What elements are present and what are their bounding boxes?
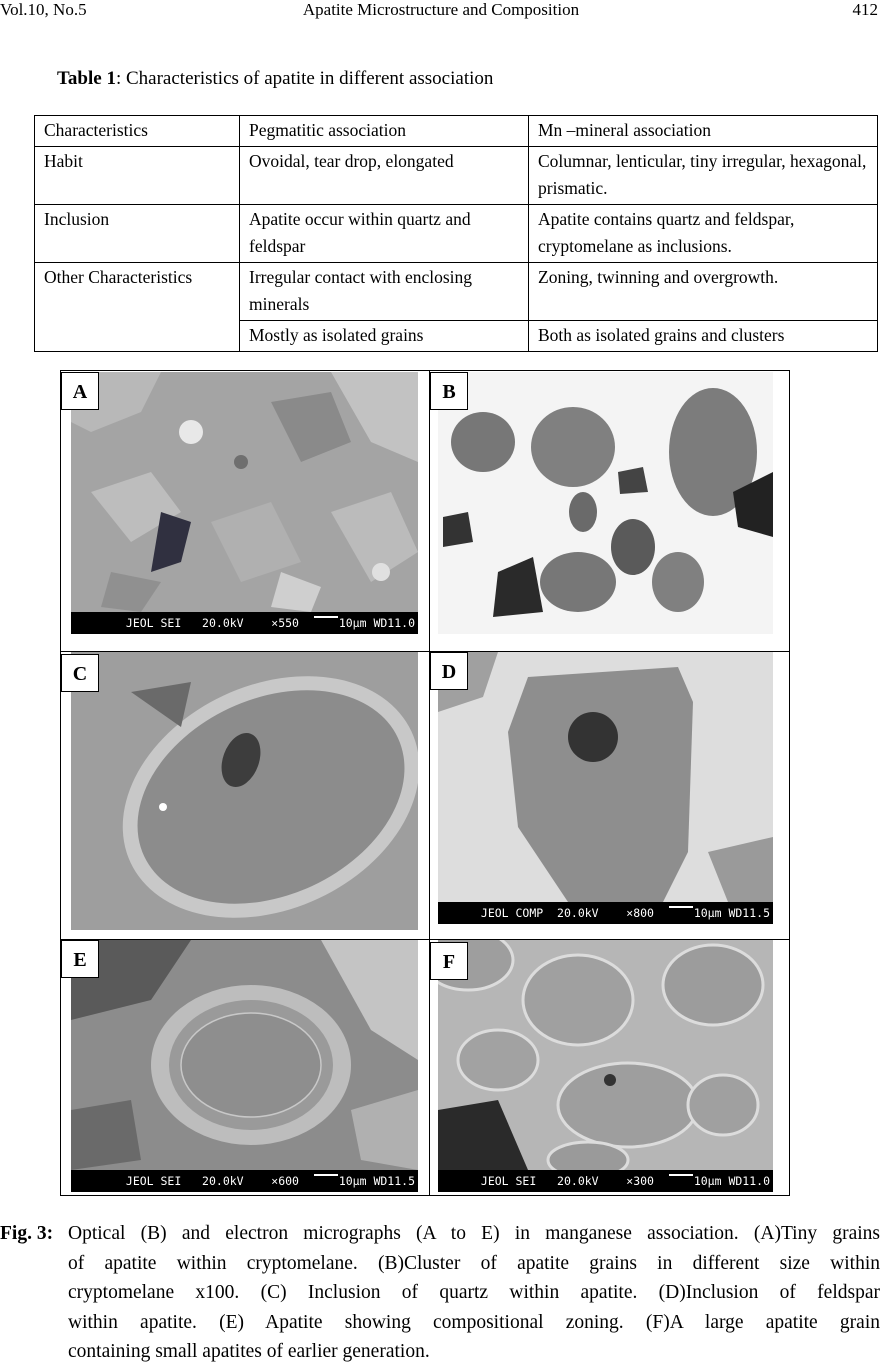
table-cell: Irregular contact with enclosing minerals <box>240 263 529 321</box>
characteristics-table <box>34 115 878 352</box>
micrograph-c <box>71 652 418 930</box>
table-row <box>35 263 878 321</box>
running-header <box>0 0 882 22</box>
micrograph-a <box>71 372 418 634</box>
table-header-row <box>35 116 878 147</box>
volume-issue: Vol.10, No.5 <box>0 0 87 19</box>
table-cell: Zoning, twinning and overgrowth. <box>529 263 878 321</box>
micrograph-e <box>71 940 418 1192</box>
table-header-cell: Characteristics <box>35 116 240 147</box>
table-cell: Mostly as isolated grains <box>240 321 529 352</box>
scale-bar <box>669 1174 693 1176</box>
caption-line: of apatite within cryptomelane. (B)Cluster of apatite grains in different size within <box>68 1252 880 1274</box>
sem-infobar: JEOL COMP 20.0kV ×800 10μm WD11.5 <box>438 902 773 924</box>
figure-caption <box>0 1219 882 1367</box>
table-cell: Both as isolated grains and clusters <box>529 321 878 352</box>
table-row <box>35 147 878 205</box>
scale-bar <box>314 616 338 618</box>
table-cell: Ovoidal, tear drop, elongated <box>240 147 529 205</box>
caption-line: cryptomelane x100. (C) Inclusion of quartz within apatite. (D)Inclusion of feldspar <box>68 1282 880 1303</box>
caption-line: Optical (B) and electron micrographs (A to E) in manganese association. (A)Tiny grains <box>68 1223 880 1244</box>
panel-label-a: A <box>61 372 99 410</box>
panel-label-b: B <box>430 372 468 410</box>
micrograph-b <box>438 372 773 634</box>
sem-infobar: JEOL SEI 20.0kV ×300 10μm WD11.0 <box>438 1170 773 1192</box>
caption-line: containing small apatites of earlier generation. <box>68 1341 430 1362</box>
panel-label-e: E <box>61 940 99 978</box>
table-row <box>35 205 878 263</box>
table-cell: Inclusion <box>35 205 240 263</box>
table-cell: Apatite occur within quartz and feldspar <box>240 205 529 263</box>
page-number: 412 <box>852 0 878 19</box>
micrograph-f <box>438 940 773 1192</box>
panel-label-f: F <box>430 942 468 980</box>
table-title-text: : Characteristics of apatite in different association <box>115 68 494 89</box>
table-cell: Apatite contains quartz and feldspar, cryptomelane as inclusions. <box>529 205 878 263</box>
running-title: Apatite Microstructure and Composition <box>302 0 580 19</box>
panel-label-c: C <box>61 654 99 692</box>
sem-infobar: JEOL SEI 20.0kV ×600 10μm WD11.5 <box>71 1170 418 1192</box>
micrograph-d <box>438 652 773 924</box>
scale-bar <box>669 906 693 908</box>
table-cell: Other Characteristics <box>35 263 240 352</box>
table-cell: Habit <box>35 147 240 205</box>
table-header-cell: Pegmatitic association <box>240 116 529 147</box>
table-title <box>57 68 493 90</box>
table-cell: Columnar, lenticular, tiny irregular, hexagonal, prismatic. <box>529 147 878 205</box>
table-header-cell: Mn –mineral association <box>529 116 878 147</box>
figure-3-grid <box>60 370 790 1196</box>
panel-label-d: D <box>430 652 468 690</box>
figure-number: Fig. 3: <box>0 1223 54 1244</box>
caption-line: within apatite. (E) Apatite showing compositional zoning. (F)A large apatite grain <box>68 1311 880 1333</box>
sem-infobar: JEOL SEI 20.0kV ×550 10μm WD11.0 <box>71 612 418 634</box>
scale-bar <box>314 1174 338 1176</box>
table-number: Table 1 <box>57 68 116 89</box>
grid-divider <box>429 371 430 1195</box>
